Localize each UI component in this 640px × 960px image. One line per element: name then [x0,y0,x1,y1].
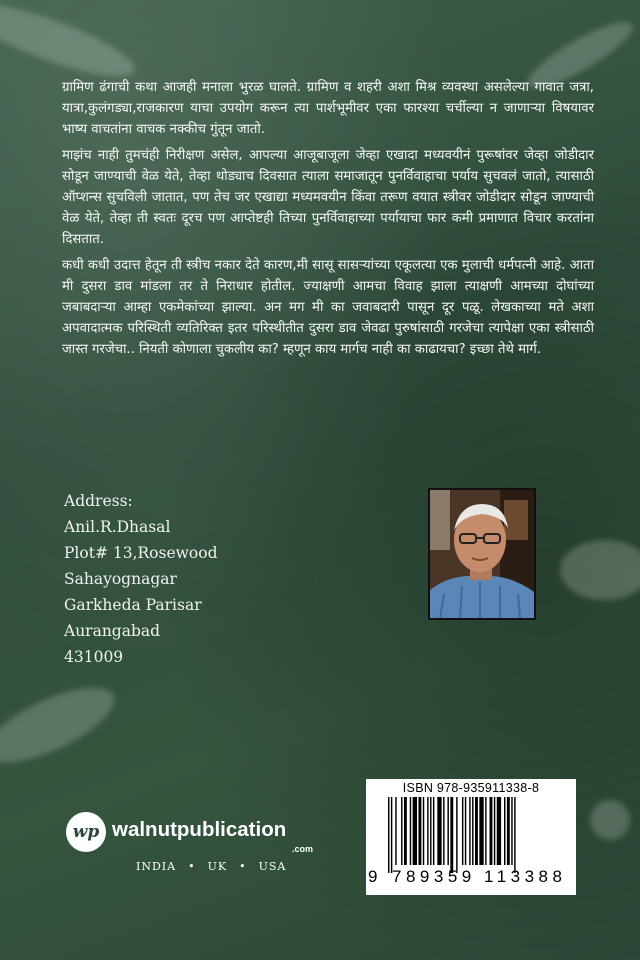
address-heading: Address: [64,492,133,510]
barcode-bars [378,797,568,873]
address-line: 431009 [64,648,124,666]
barcode-digit-group-right: 113388 [484,867,567,886]
barcode-bar [472,797,473,865]
country-separator: • [239,860,247,873]
barcode-digit-first: 9 [368,867,378,886]
barcode-bar [447,797,448,865]
author-portrait-image [430,490,534,618]
barcode-bar [469,797,470,865]
barcode-bar [437,797,441,865]
address-line: Anil.R.Dhasal [64,518,171,536]
country-label: UK [207,860,228,873]
publisher-countries [130,860,292,873]
barcode-bar [443,797,444,865]
barcode-bar [504,797,505,865]
barcode-bar [465,797,466,865]
country-separator: • [188,860,196,873]
barcode-digit-group-left: 789359 [392,867,476,886]
barcode-bar [490,797,493,865]
country-label: INDIA [136,860,177,873]
background-streak [560,540,640,600]
barcode-bar [391,797,392,873]
barcode-bar [485,797,486,865]
address-line: Plot# 13,Rosewood [64,544,218,562]
barcode-bar [410,797,411,865]
address-line: Aurangabad [64,622,161,640]
walnut-logo-icon: wp [66,812,106,852]
country-label: USA [258,860,287,873]
blurb-text [62,78,594,366]
barcode-bar [388,797,389,873]
barcode-bar [507,797,510,865]
barcode-bar [511,797,512,865]
blurb-paragraph-1: ग्रामिण ढंगाची कथा आजही मनाला भुरळ घालते. ग्रामिण व शहरी अशा मिश्र व्यवस्था असलेल्या गावात जत्रा, यात्रा,कुलंगड्या,राजकारण याचा उपयोग करून त्या पार्शभूमीवर एका फारश्या चर्चील्या न जाणाऱ्या विषयावर भाष्य वाचतांना वाचक नक्कीच गुंतून जातो. [62,80,594,137]
barcode-bar [462,797,463,865]
isbn-barcode [366,779,576,895]
barcode-bar [401,797,402,865]
barcode-bar [475,797,478,865]
barcode-bar [395,797,396,865]
background-streak [590,800,630,840]
author-photo [428,488,536,620]
barcode-bar [450,797,453,873]
barcode-bar [413,797,417,865]
address-line: Sahayognagar [64,570,177,588]
barcode-bar [433,797,434,865]
barcode-bar [423,797,424,865]
barcode-bar [430,797,431,865]
barcode-bar [514,797,515,873]
barcode-bar [479,797,483,865]
barcode-bar [456,797,457,873]
address-line: Garkheda Parisar [64,596,202,614]
blurb-paragraph-2: माझंच नाही तुमचंही निरीक्षण असेल, आपल्या आजूबाजूला जेव्हा एखादा मध्यवयीनं पुरूषांवर जेव्हा जोडीदार सोडून जाण्याची वेळ येते, तेव्हा थोड्याच दिवसात त्याला समाजातून पुनर्विवाहाचा पर्याय सुचवलं जातो, त्यासाठी ऑप्शन्स सुचविली जातात, पण तेच जर एखाद्या मध्यमवयीन किंवा तरूण वयात स्त्रीवर जोडीदार सोडून जाण्याची वेळ येते, तेव्हा ती स्वतः दूरच पण आप्तेष्टही तिच्या पुनर्विवाहाच्या पर्यायाचा फार कमी प्रमाणात विचार करतांना दिसतात. [62,148,594,247]
barcode-bar [497,797,501,865]
background-streak [0,673,124,777]
publisher-domain: .com [292,844,314,854]
isbn-label: ISBN 978-935911338-8 [402,781,540,795]
publisher-name: walnutpublication [112,818,287,841]
author-address [64,488,218,670]
barcode-bar [494,797,495,865]
background-streak [0,0,141,90]
barcode-bar [427,797,428,865]
blurb-paragraph-3: कधी कधी उदात्त हेतून ती स्त्रीच नकार देते कारण,मी सासू सासऱ्यांच्या एकूलत्या एक मुलाची धर्मपत्नी आहे. आता मी दुसरा डाव मांडला तर ते निराधार होतील. ज्याक्षणी आमचा विवाह झाला त्याक्षणी आमच्या दोघांच्या जबाबदाऱ्या आम्हा एकमेकांच्या झाल्या. अन मग मी का जवाबदारी पासून दूर पळू. लेखकाच्या मते अशा अपवादात्मक परिस्थिती व्यतिरिक्त इतर परिस्थीतीत दुसरा डाव जेवढा पुरुषांसाठी गरजेचा त्यापेक्षा एका स्त्रीसाठी जास्त गरजेचा.. नियती कोणाला चुकलीय का? म्हणून काय मार्गच नाही का काढायचा? इच्छा तेथे मार्ग. [62,258,594,357]
barcode-bar [418,797,421,865]
barcode-bar [404,797,407,865]
